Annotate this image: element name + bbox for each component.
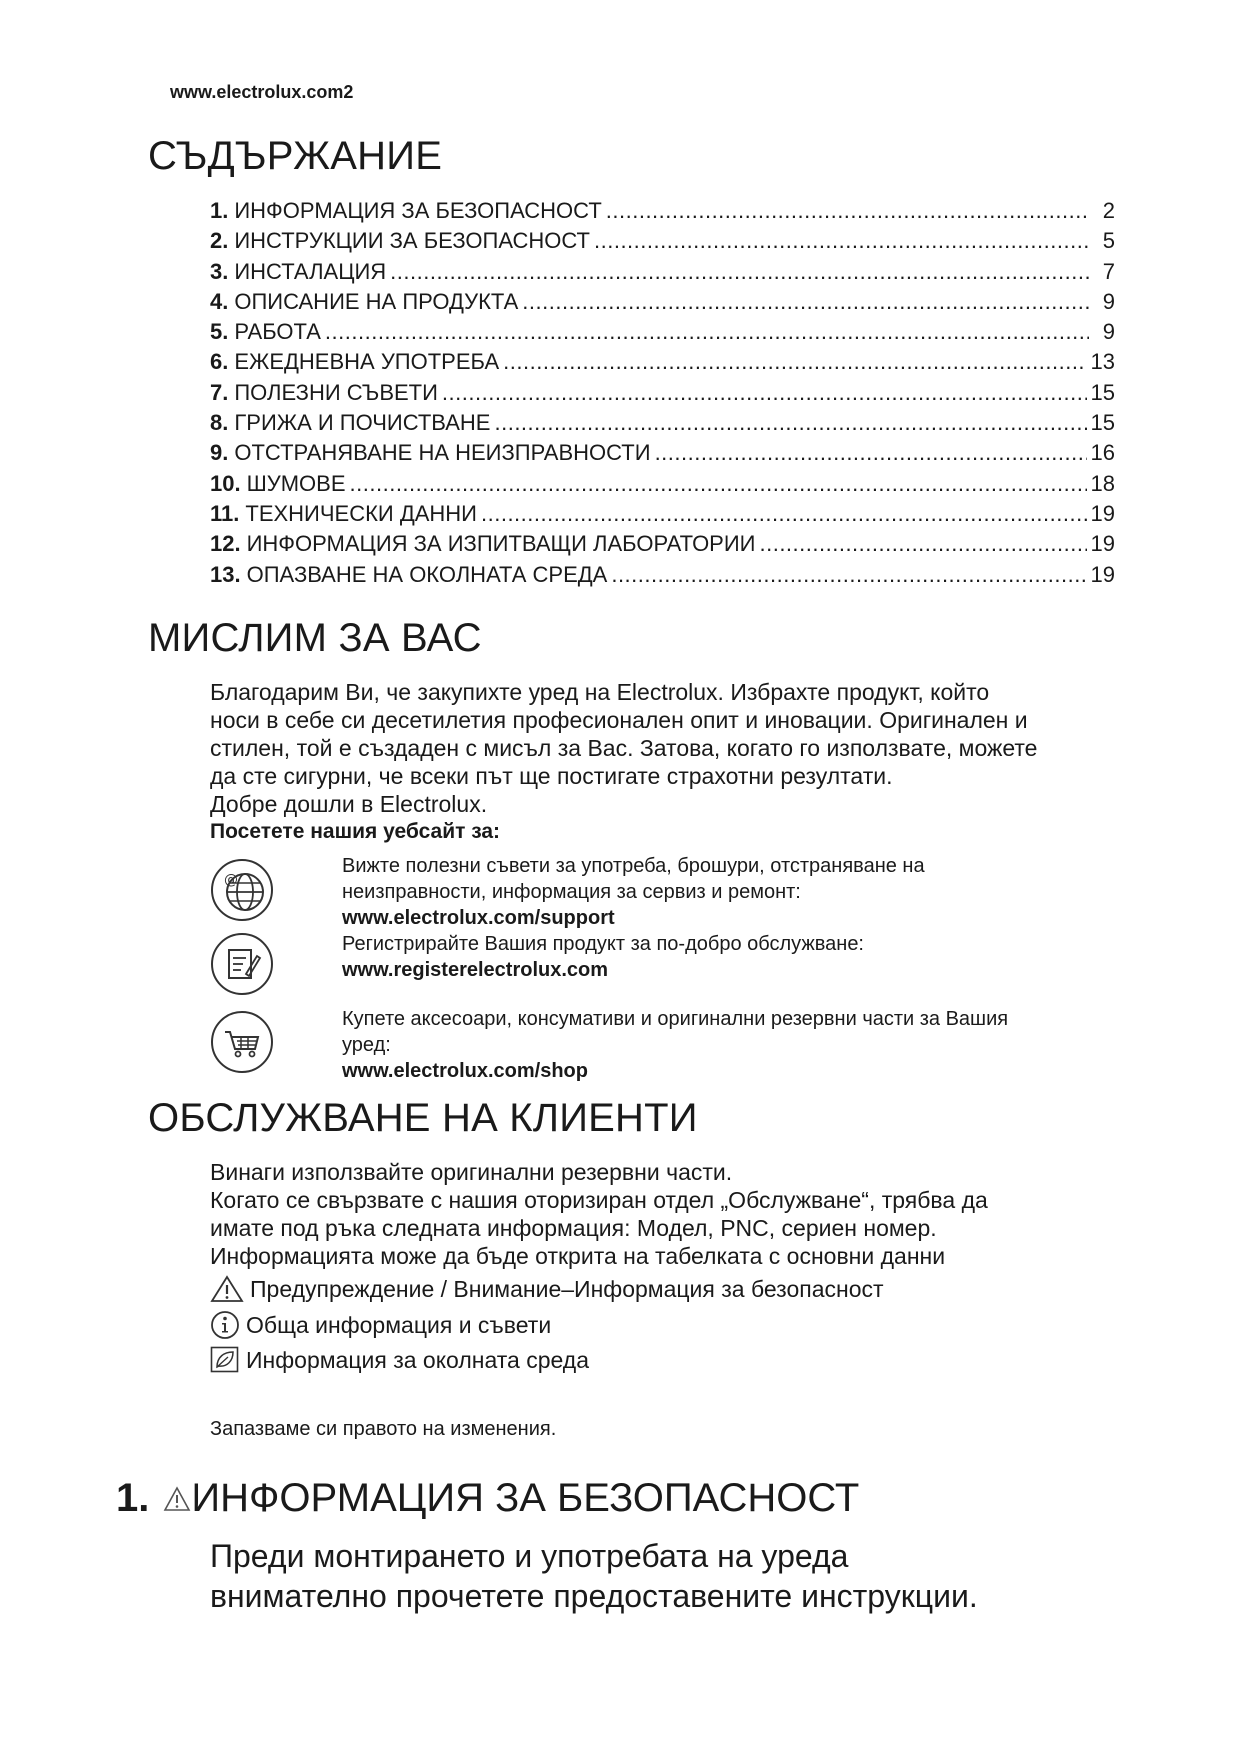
- service-line: Винаги използвайте оригинални резервни части.: [210, 1159, 733, 1185]
- support-line: неизправности, информация за сервиз и ремонт:: [342, 881, 801, 903]
- toc-entry[interactable]: [210, 319, 1115, 349]
- toc-entry-page: 16: [1090, 440, 1115, 466]
- toc-entry-label: ТЕХНИЧЕСКИ ДАННИ: [245, 500, 477, 526]
- toc-entry[interactable]: [210, 259, 1115, 289]
- legend-warning-label: Предупреждение / Внимание–Информация за безопасност: [250, 1275, 884, 1302]
- toc-title: СЪДЪРЖАНИЕ: [148, 134, 443, 178]
- toc-entry-number: 1.: [210, 198, 229, 223]
- table-of-contents: [210, 198, 1115, 592]
- service-line: имате под ръка следната информация: Модел, PNC, сериен номер.: [210, 1215, 937, 1241]
- info-icon: [210, 1310, 240, 1340]
- toc-entry-label: ИНСТАЛАЦИЯ: [234, 258, 387, 284]
- legend-info-label: Обща информация и съвети: [246, 1311, 552, 1338]
- toc-leader-dots: [494, 410, 1086, 436]
- toc-entry[interactable]: [210, 380, 1115, 410]
- toc-entry[interactable]: [210, 562, 1115, 592]
- toc-leader-dots: [503, 349, 1086, 375]
- legend-warning: [210, 1275, 884, 1303]
- visit-website-heading: Посетете нашия уебсайт за:: [210, 820, 501, 843]
- rights-reserved-note: Запазваме си правото на изменения.: [210, 1418, 557, 1440]
- toc-entry-label: ОПАЗВАНЕ НА ОКОЛНАТА СРЕДА: [246, 561, 608, 587]
- intro-line: Преди монтирането и употребата на уреда: [210, 1538, 849, 1574]
- toc-entry[interactable]: [210, 471, 1115, 501]
- toc-entry-page: 15: [1090, 410, 1115, 436]
- intro-line: внимателно прочетете предоставените инструкции.: [210, 1578, 978, 1614]
- service-line: Информацията може да бъде открита на табелката с основни данни: [210, 1243, 946, 1269]
- toc-entry-label: ОТСТРАНЯВАНЕ НА НЕИЗПРАВНОСТИ: [234, 440, 651, 466]
- toc-entry-number: 9.: [210, 440, 229, 466]
- section-1-title: [116, 1476, 859, 1521]
- toc-entry-label: ИНСТРУКЦИИ ЗА БЕЗОПАСНОСТ: [234, 228, 590, 254]
- legend-environment: [210, 1346, 589, 1374]
- toc-entry-page: 7: [1102, 258, 1115, 284]
- support-line: Вижте полезни съвети за употреба, брошури, отстраняване на: [342, 855, 925, 877]
- shop-line: Купете аксесоари, консумативи и оригинални резервни части за Вашия: [342, 1008, 1009, 1030]
- toc-entry[interactable]: [210, 349, 1115, 379]
- section-1-number: 1.: [116, 1476, 150, 1520]
- toc-leader-dots: [759, 531, 1086, 557]
- shop-link[interactable]: www.electrolux.com/shop: [342, 1060, 588, 1082]
- toc-entry-number: 3.: [210, 258, 229, 284]
- svg-text:@: @: [224, 872, 238, 888]
- toc-entry-label: ПОЛЕЗНИ СЪВЕТИ: [234, 379, 438, 405]
- thinking-line: да сте сигурни, че всеки път ще постигате страхотни резултати.: [210, 763, 893, 789]
- toc-entry-page: 9: [1102, 319, 1115, 345]
- toc-entry-number: 8.: [210, 410, 229, 436]
- toc-entry-label: ИНФОРМАЦИЯ ЗА ИЗПИТВАЩИ ЛАБОРАТОРИИ: [246, 531, 756, 557]
- toc-entry-page: 19: [1090, 561, 1115, 587]
- toc-entry-number: 4.: [210, 288, 229, 314]
- support-link[interactable]: www.electrolux.com/support: [342, 907, 615, 929]
- thinking-paragraph: [210, 678, 1130, 846]
- thinking-line: стилен, той е създаден с мисъл за Вас. Затова, когато го използвате, можете: [210, 735, 1038, 761]
- toc-entry[interactable]: [210, 501, 1115, 531]
- toc-entry-number: 10.: [210, 470, 241, 496]
- toc-entry-number: 7.: [210, 379, 229, 405]
- toc-entry-page: 2: [1102, 198, 1115, 223]
- support-text: [342, 853, 1122, 983]
- toc-entry-label: ШУМОВЕ: [246, 470, 346, 496]
- toc-leader-dots: [611, 562, 1086, 588]
- toc-entry-number: 6.: [210, 349, 229, 375]
- service-line: Когато се свързвате с нашия оторизиран отдел „Обслужване“, трябва да: [210, 1187, 988, 1213]
- legend-info: [210, 1310, 551, 1340]
- toc-entry-number: 5.: [210, 319, 229, 345]
- toc-leader-dots: [606, 198, 1089, 224]
- toc-entry-label: ОПИСАНИЕ НА ПРОДУКТА: [234, 288, 519, 314]
- toc-entry[interactable]: [210, 531, 1115, 561]
- toc-entry-label: ИНФОРМАЦИЯ ЗА БЕЗОПАСНОСТ: [234, 198, 602, 223]
- toc-entry-number: 2.: [210, 228, 229, 254]
- toc-entry-page: 13: [1090, 349, 1115, 375]
- header-website-url: www.electrolux.com2: [170, 82, 354, 102]
- toc-leader-dots: [594, 228, 1089, 254]
- section-1-intro: [210, 1536, 1210, 1616]
- customer-service-paragraph: [210, 1158, 1130, 1270]
- toc-leader-dots: [655, 440, 1087, 466]
- toc-entry-label: РАБОТА: [234, 319, 321, 345]
- toc-leader-dots: [481, 501, 1087, 527]
- toc-entry-number: 13.: [210, 561, 241, 587]
- toc-entry-page: 5: [1102, 228, 1115, 254]
- shopping-cart-icon: [210, 1010, 274, 1074]
- warning-triangle-icon: [163, 1486, 191, 1512]
- toc-leader-dots: [522, 289, 1089, 315]
- toc-leader-dots: [442, 380, 1087, 406]
- thinking-line: носи в себе си десетилетия професионален опит и иновации. Оригинален и: [210, 707, 1028, 733]
- toc-entry[interactable]: [210, 440, 1115, 470]
- thinking-line: Добре дошли в Electrolux.: [210, 791, 488, 817]
- environment-leaf-icon: [210, 1346, 240, 1374]
- register-document-icon: [210, 932, 274, 996]
- toc-entry-number: 11.: [210, 500, 240, 526]
- toc-leader-dots: [390, 259, 1089, 285]
- register-line: Регистрирайте Вашия продукт за по-добро обслужване:: [342, 933, 864, 955]
- customer-service-title: ОБСЛУЖВАНЕ НА КЛИЕНТИ: [148, 1096, 698, 1140]
- toc-entry-page: 19: [1090, 531, 1115, 557]
- toc-entry-page: 18: [1090, 470, 1115, 496]
- section-1-heading: ИНФОРМАЦИЯ ЗА БЕЗОПАСНОСТ: [191, 1476, 860, 1520]
- toc-leader-dots: [350, 471, 1087, 497]
- toc-entry[interactable]: [210, 198, 1115, 228]
- toc-entry[interactable]: [210, 228, 1115, 258]
- register-link[interactable]: www.registerelectrolux.com: [342, 959, 609, 981]
- toc-entry-page: 9: [1102, 288, 1115, 314]
- toc-entry-page: 15: [1090, 379, 1115, 405]
- toc-entry-number: 12.: [210, 531, 241, 557]
- toc-entry-label: ГРИЖА И ПОЧИСТВАНЕ: [234, 410, 491, 436]
- thinking-of-you-title: МИСЛИМ ЗА ВАС: [148, 616, 482, 660]
- warning-triangle-icon: [210, 1275, 244, 1303]
- globe-icon: [210, 858, 274, 922]
- thinking-line: Благодарим Ви, че закупихте уред на Electrolux. Избрахте продукт, който: [210, 679, 990, 705]
- shop-line: уред:: [342, 1034, 391, 1056]
- toc-leader-dots: [325, 319, 1089, 345]
- shop-text: [342, 1006, 1122, 1084]
- legend-environment-label: Информация за околната среда: [246, 1346, 589, 1373]
- toc-entry[interactable]: [210, 289, 1115, 319]
- toc-entry-page: 19: [1090, 500, 1115, 526]
- toc-entry[interactable]: [210, 410, 1115, 440]
- toc-entry-label: ЕЖЕДНЕВНА УПОТРЕБА: [234, 349, 500, 375]
